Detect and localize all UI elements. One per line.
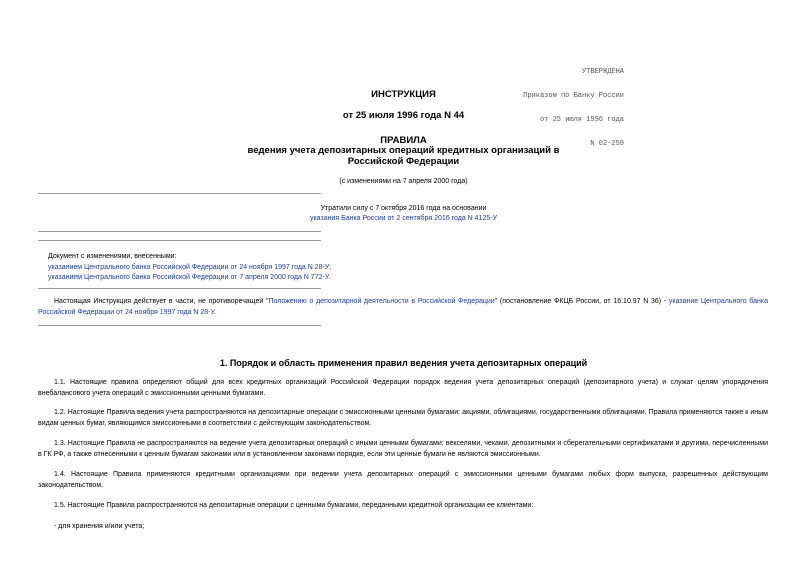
- approval-line: Приказом по Банку России: [523, 92, 624, 100]
- paragraph: - для хранения и/или учета;: [54, 523, 145, 530]
- paragraph: 1.1. Настоящие правила определяют общий для всех кредитных организаций Российской Федерации порядок ведения учета депозитарных операций (депозитарного учета) и служат целям упорядочения внебалансового учета операций с эмиссионными ценными бумагами.: [38, 379, 768, 397]
- divider: [38, 288, 321, 289]
- approval-line: N 02-259: [590, 140, 624, 148]
- document-changes-intro: Документ с изменениями, внесенными:: [48, 253, 177, 260]
- instruction-link[interactable]: указание Центрального банка Российской Федерации от 24 ноября 1997 года N 28-У: [38, 298, 769, 316]
- regulation-link[interactable]: Положению о депозитарной деятельности в Российской Федерации: [268, 298, 495, 305]
- section-title: 1. Порядок и область применения правил ведения учета депозитарных операций: [219, 358, 588, 368]
- rules-subheading-line: Российской Федерации: [347, 156, 460, 167]
- change-link[interactable]: указанием Центрального банка Российской Федерации от 7 апреля 2000 года N 772-У.: [48, 274, 331, 281]
- document-date: от 25 июля 1996 года N 44: [342, 110, 465, 121]
- paragraph: 1.3. Настоящие Правила не распространяются на ведение учета депозитарных операций с иными ценными бумагами; векселями, чеками, депозитными и сберегательными сертификатами и другими, перечисленными в ГК РФ, а также отнесенными к ценным бумагам законами или в установленном законами порядке, если эти ценные бумаги не являются эмиссионными.: [38, 440, 768, 458]
- applicability-text: Настоящая Инструкция действует в части, не противоречащей ": [54, 298, 269, 305]
- approval-line: от 25 июля 1996 года: [539, 116, 624, 124]
- applicability-paragraph: [38, 297, 768, 318]
- rules-subheading: [0, 145, 807, 167]
- lost-force-text: Утратили силу с 7 октября 2016 года на основании: [320, 205, 487, 212]
- document-changes: [48, 252, 331, 284]
- document-title: ИНСТРУКЦИЯ: [371, 89, 436, 100]
- divider: [38, 231, 321, 232]
- divider: [38, 240, 321, 241]
- divider: [38, 193, 321, 194]
- lost-force-link[interactable]: указания Банка России от 2 сентября 2016 года N 4125-У: [309, 215, 498, 222]
- applicability-text: " (постановление ФКЦБ России, от 16.10.97 N 36) -: [494, 298, 669, 305]
- changes-note: (с изменениями на 7 апреля 2000 года): [339, 178, 468, 185]
- rules-heading: ПРАВИЛА: [380, 135, 427, 146]
- paragraph: 1.4. Настоящие Правила применяются кредитными организациями при ведении учета депозитарных операций с эмиссионными ценными бумагами любых форм выпуска, разрешенных действующим законодательством.: [38, 471, 768, 489]
- paragraph: 1.5. Настоящие Правила распространяются на депозитарные операции с ценными бумагами, переданными кредитной организации ее клиентами:: [54, 502, 534, 509]
- paragraph: 1.2. Настоящие Правила ведения учета распространяются на депозитарные операции с эмиссионными ценными бумагами: акциями, облигациями, государственными облигациями. Правила применяются также к иным видам ценных бумаг, являющимся эмиссионными в соответствии с действующим законодательством.: [38, 409, 768, 427]
- change-link[interactable]: указанием Центрального банка Российской Федерации от 24 ноября 1997 года N 28-У;: [48, 263, 332, 271]
- applicability-text: .: [214, 308, 216, 316]
- divider: [38, 325, 321, 326]
- rules-subheading-line: ведения учета депозитарных операций кредитных организаций в: [247, 145, 560, 156]
- approval-line: УТВЕРЖДЕНА: [581, 68, 624, 76]
